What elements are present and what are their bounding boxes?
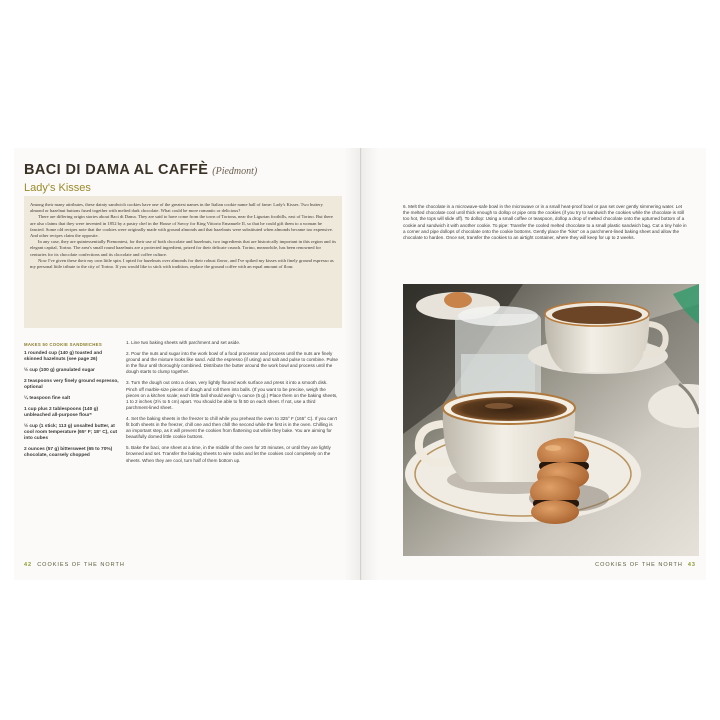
- recipe-subtitle: Lady's Kisses: [24, 182, 91, 194]
- ingredient-item: ½ cup (100 g) granulated sugar: [24, 368, 95, 373]
- coffee-cookies-photo: [403, 284, 699, 556]
- method-step: 6. Melt the chocolate in a microwave-safe bowl in the microwave or in a small heat-proof bowl or pan set over gently simmering water. Let the melted chocolate cool until thick enough to dollop or pipe onto the cookies (if you try to sandwich the cookies while the chocolate is still too hot, the tops will slide off). To dollop: Using a small coffee or teaspoon, dollop a drop of melted chocolate onto the upturned bottom of a cookie and sandwich it with another cookie. To pipe: Transfer the cooled melted chocolate to a small plastic sandwich bag. Cut a tiny hole in a corner and pipe dollops of chocolate onto the cookie bottoms. Gently place the "kiss" on a parchment-lined baking sheet and allow the chocolate to harden. Once set, transfer the cookies to an airtight container, where they will keep for up to 2 weeks.: [403, 204, 687, 241]
- book-spread: [14, 148, 706, 580]
- left-page: [14, 148, 361, 580]
- method-step: 3. Turn the dough out onto a clean, very lightly floured work surface and press it into a smooth disk. Pinch off marble-size pieces of dough and roll them into balls. (If you want to be precise, weigh the pieces on a kitchen scale; each little ball should weigh ¼ ounce (5 g).) Place them on the baking sheets, 1 to 2 inches (2½ to 5 cm) apart. You should be able to fit 50 on each sheet. If not, use a third parchment-lined sheet.: [126, 380, 338, 410]
- intro-paragraph: Now I've given these their my own little spin. I opted for hazelnuts over almonds for their robust flavor, and I've spiked my kisses with finely ground espresso as my personal little tribute to the city of Torino. If you would like to stick with tradition, replace the ground coffee with an equal amount of flour.: [30, 257, 334, 270]
- method-steps: [126, 340, 338, 469]
- method-step: 5. Bake the baci, one sheet at a time, in the middle of the oven for 20 minutes, or until they are lightly browned and set. Transfer the baking sheets to wire racks and let the cookies cool completely on the sheets. When they are cool, turn half of them bottom up.: [126, 445, 331, 463]
- recipe-title: BACI DI DAMA AL CAFFÈ (Piedmont): [24, 162, 258, 178]
- method-step: 4. Set the baking sheets in the freezer to chill while you preheat the oven to 325° F (165° C). If you can't fit both sheets in the freezer, chill one and then chill the second while the first is in the oven. Chilling is an important step, as it will prevent the cookies from flattening out while they bake. You are aiming for beautifully domed little cookie buttons.: [126, 415, 337, 440]
- ingredient-item: 1 rounded cup (140 g) toasted and skinned hazelnuts (see page 26): [24, 351, 103, 362]
- intro-paragraph: Among their many attributes, these dainty sandwich cookies have one of the greatest names in the Italian cookie name hall of fame: Lady's Kisses. Two buttery almond or hazelnut buttons fused together with melted dark chocolate. What could be more romantic or delicious?: [30, 202, 323, 214]
- intro-text: [30, 202, 336, 270]
- intro-paragraph: In any case, they are quintessentially Piemontesi, for their use of both chocolate and hazelnuts, two ingredients that are historically important in this region and its elegant capital, Torino. The area's small round hazelnuts are a protected ingredient, prized for their delicate crunch. Torino, meanwhile, has been renowned for centuries for its chocolate confections and its chocolate and coffee culture.: [30, 239, 337, 257]
- method-step: 1. Line two baking sheets with parchment and set aside.: [126, 340, 241, 345]
- recipe-region: (Piedmont): [212, 166, 258, 177]
- folio-left: [24, 562, 125, 568]
- ingredient-item: 1 cup plus 2 tablespoons (140 g) unbleached all-purpose flour*: [24, 407, 99, 418]
- page-number-right: 43: [687, 562, 696, 568]
- ingredient-item: ¼ teaspoon fine salt: [24, 396, 71, 401]
- folio-right: [595, 562, 696, 568]
- ingredient-item: 2 teaspoons very finely ground espresso, optional: [24, 379, 119, 390]
- ingredient-item: ½ cup (1 stick; 113 g) unsalted butter, at cool room temperature (65° F; 18° C), cut into cubes: [24, 424, 118, 441]
- book-gutter: [344, 148, 378, 580]
- running-footer-right: COOKIES OF THE NORTH: [595, 562, 683, 568]
- ingredient-list: [24, 351, 120, 464]
- method-step: 2. Pour the nuts and sugar into the work bowl of a food processor and process until the nuts are finely ground and the mixture looks like sand. Add the espresso (if using) and salt and pulse to combine. Pulse in the flour until thoroughly combined. Distribute the butter around the work bowl and process until the dough starts to clump together.: [126, 351, 338, 375]
- intro-paragraph: There are differing origin stories about Baci di Dama. They are said to have come from the town of Tortona, near the Ligurian foothills, east of Torino. But there are also claims that they were invented in 1852 by a pastry chef in the House of Savoy for King Vittorio Emanuele II, so that he could gift them to a woman he fancied. Some old recipes note that the cookies were originally made with ground almonds and that hazelnuts were substituted when almonds became too expensive. And other recipes claim the opposite.: [30, 214, 333, 239]
- ingredient-item: 2 ounces (57 g) bittersweet (65 to 70%) chocolate, coarsely chopped: [24, 447, 113, 458]
- page-number-left: 42: [24, 562, 33, 568]
- yield-label: MAKES 50 COOKIE SANDWICHES: [24, 342, 102, 347]
- running-footer-left: COOKIES OF THE NORTH: [37, 562, 125, 568]
- right-page: [361, 148, 706, 580]
